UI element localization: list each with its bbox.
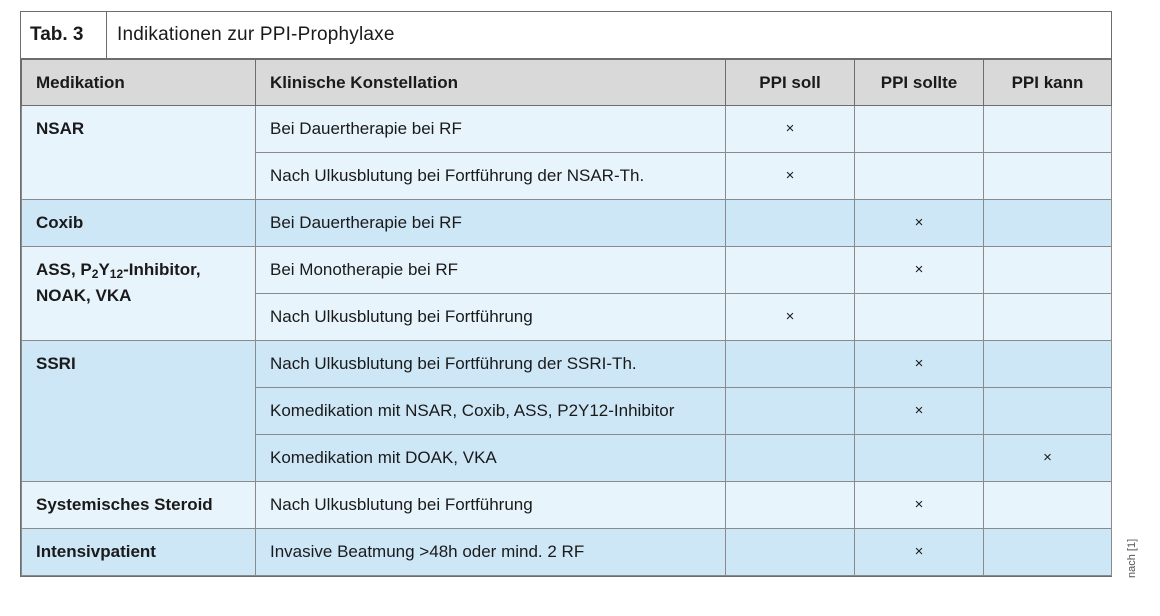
mark-soll [726, 388, 855, 435]
konstellation-cell: Bei Dauertherapie bei RF [256, 106, 726, 153]
header-medikation: Medikation [22, 60, 256, 106]
mark-sollte: × [855, 200, 984, 247]
mark-kann [984, 200, 1112, 247]
medication-steroid: Systemisches Steroid [22, 482, 256, 529]
table-number: Tab. 3 [21, 12, 107, 58]
konstellation-cell: Nach Ulkusblutung bei Fortführung der SSRI-Th. [256, 341, 726, 388]
mark-sollte: × [855, 341, 984, 388]
ass-line2: NOAK, VKA [36, 286, 132, 305]
table-caption [21, 12, 1111, 59]
medication-ssri: SSRI [22, 341, 256, 482]
mark-soll: × [726, 106, 855, 153]
header-row [22, 60, 1112, 106]
medication-ass-p2y12-noak-vka [22, 247, 256, 341]
mark-soll [726, 200, 855, 247]
table-row [22, 247, 1112, 294]
mark-sollte: × [855, 388, 984, 435]
mark-soll: × [726, 153, 855, 200]
mark-sollte [855, 294, 984, 341]
konstellation-cell: Bei Monotherapie bei RF [256, 247, 726, 294]
konstellation-cell: Nach Ulkusblutung bei Fortführung [256, 294, 726, 341]
mark-soll [726, 247, 855, 294]
mark-soll [726, 482, 855, 529]
table-title: Indikationen zur PPI-Prophylaxe [117, 24, 395, 45]
konstellation-cell: Nach Ulkusblutung bei Fortführung der NSAR-Th. [256, 153, 726, 200]
mark-kann [984, 482, 1112, 529]
ass-text: -Inhibitor, [123, 260, 201, 279]
ppi-indication-table [21, 59, 1112, 576]
header-ppi-soll: PPI soll [726, 60, 855, 106]
mark-soll [726, 341, 855, 388]
mark-kann [984, 388, 1112, 435]
ass-text: Y [98, 260, 110, 279]
konstellation-cell: Komedikation mit NSAR, Coxib, ASS, P2Y12-Inhibitor [256, 388, 726, 435]
medication-coxib: Coxib [22, 200, 256, 247]
konstellation-cell: Nach Ulkusblutung bei Fortführung [256, 482, 726, 529]
mark-kann [984, 294, 1112, 341]
table-row [22, 529, 1112, 576]
ppi-table-frame [20, 11, 1112, 577]
mark-sollte [855, 106, 984, 153]
mark-sollte: × [855, 482, 984, 529]
konstellation-cell: Invasive Beatmung >48h oder mind. 2 RF [256, 529, 726, 576]
medication-nsar: NSAR [22, 106, 256, 200]
mark-kann: × [984, 435, 1112, 482]
mark-sollte: × [855, 529, 984, 576]
ass-text: ASS, P [36, 260, 92, 279]
source-note: nach [1] [1126, 538, 1138, 578]
mark-kann [984, 106, 1112, 153]
mark-sollte [855, 153, 984, 200]
table-row [22, 341, 1112, 388]
mark-sollte [855, 435, 984, 482]
mark-kann [984, 247, 1112, 294]
ass-subscript: 2 [91, 267, 99, 281]
mark-kann [984, 153, 1112, 200]
mark-soll [726, 529, 855, 576]
mark-sollte: × [855, 247, 984, 294]
konstellation-cell: Bei Dauertherapie bei RF [256, 200, 726, 247]
table-row [22, 200, 1112, 247]
header-ppi-sollte: PPI sollte [855, 60, 984, 106]
table-row [22, 106, 1112, 153]
mark-kann [984, 529, 1112, 576]
mark-soll [726, 435, 855, 482]
header-ppi-kann: PPI kann [984, 60, 1112, 106]
medication-intensivpatient: Intensivpatient [22, 529, 256, 576]
mark-soll: × [726, 294, 855, 341]
header-konstellation: Klinische Konstellation [256, 60, 726, 106]
ass-subscript: 12 [109, 267, 124, 281]
table-row [22, 482, 1112, 529]
konstellation-cell: Komedikation mit DOAK, VKA [256, 435, 726, 482]
mark-kann [984, 341, 1112, 388]
